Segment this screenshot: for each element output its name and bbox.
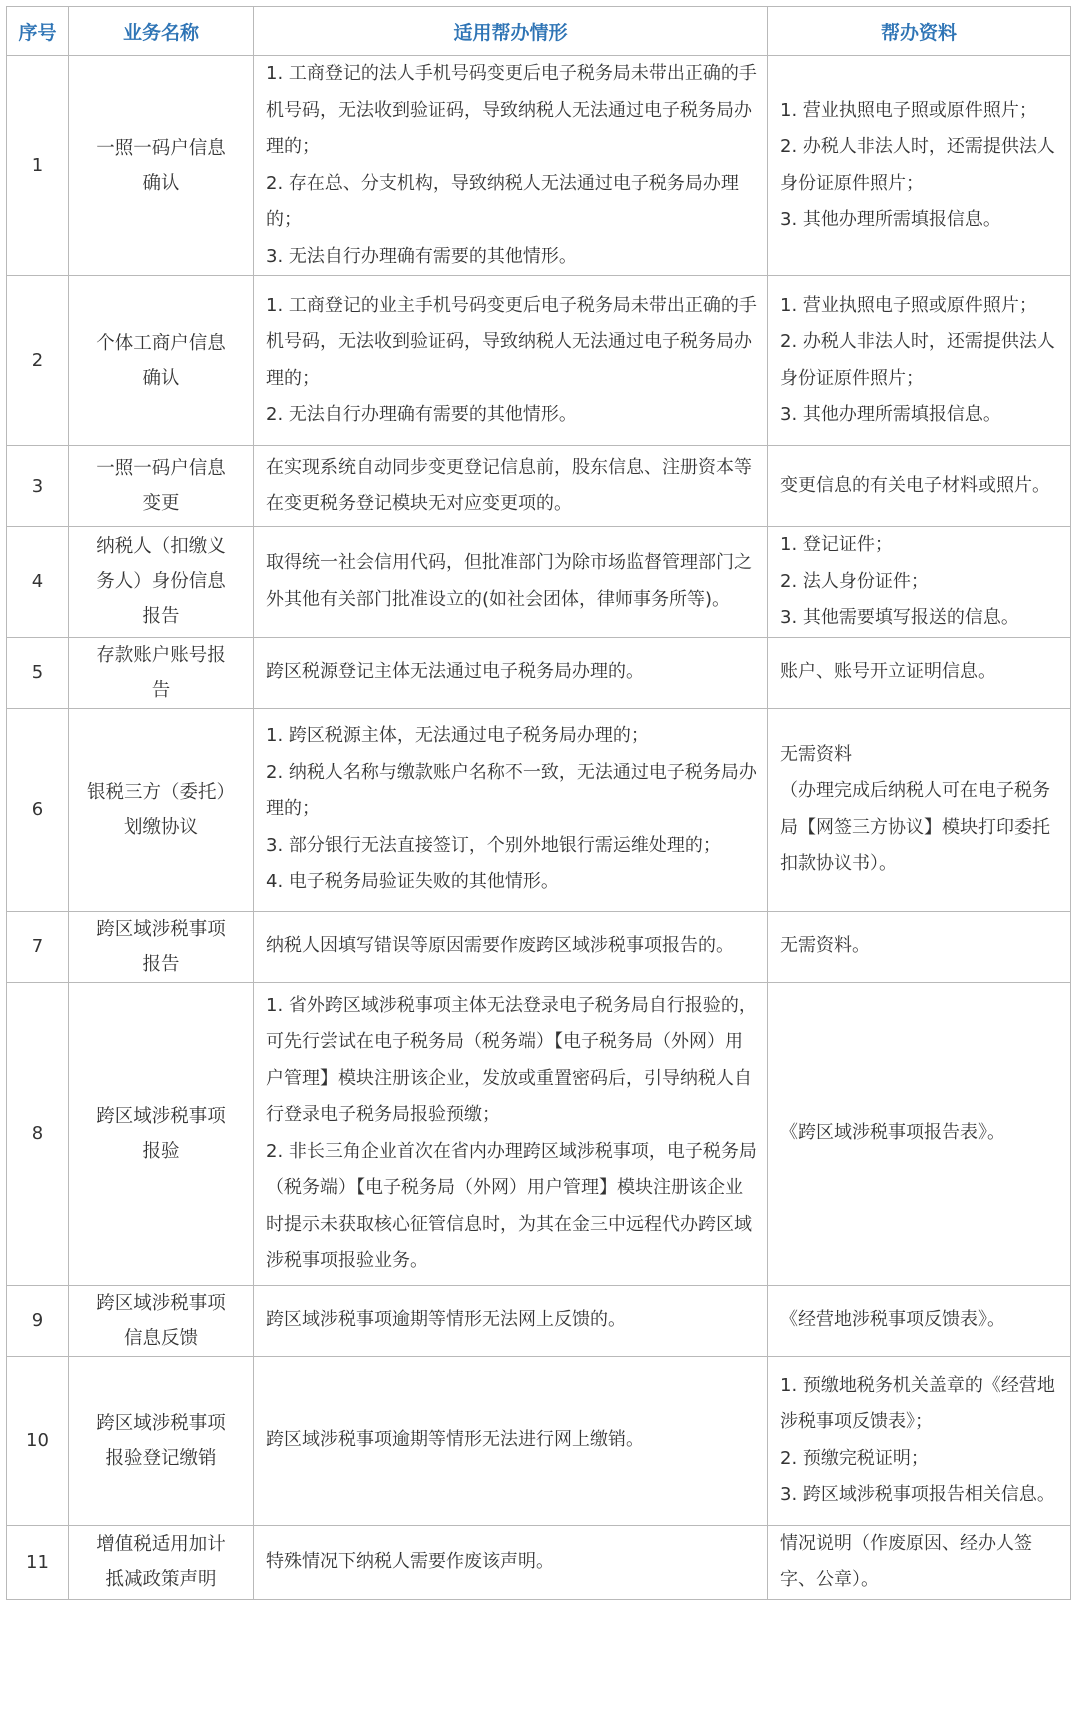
applicable-situation-text: 取得统一社会信用代码，但批准部门为除市场监督管理部门之外其他有关部门批准设立的(如社会团体，律师事务所等)。 [266, 552, 752, 610]
table-row [7, 911, 1071, 982]
service-name-text: 确认 [142, 172, 180, 194]
applicable-situation-text: 4. 电子税务局验证失败的其他情形。 [266, 871, 559, 893]
applicable-situation-text: 在实现系统自动同步变更登记信息前，股东信息、注册资本等在变更税务登记模块无对应变更项的。 [266, 456, 752, 514]
service-name-text: 告 [151, 679, 171, 701]
applicable-situation-text: 跨区域涉税事项逾期等情形无法进行网上缴销。 [266, 1429, 644, 1451]
header-no: 序号 [7, 7, 69, 56]
required-materials-cell [768, 982, 1071, 1285]
table-row [7, 276, 1071, 446]
table-row [7, 56, 1071, 276]
row-number: 4 [7, 527, 69, 638]
service-name-cell [69, 911, 254, 982]
row-number: 5 [7, 637, 69, 708]
applicable-situation-cell [254, 637, 768, 708]
required-materials-text: 无需资料。 [780, 935, 870, 957]
required-materials-text: 3. 其他办理所需填报信息。 [780, 404, 1001, 425]
required-materials-text: 3. 跨区域涉税事项报告相关信息。 [780, 1484, 1055, 1505]
table-row [7, 446, 1071, 527]
applicable-situation-text: 纳税人因填写错误等原因需要作废跨区域涉税事项报告的。 [266, 935, 734, 957]
service-name-cell [69, 708, 254, 911]
service-name-text: 信息反馈 [123, 1327, 198, 1349]
service-name-cell [69, 1525, 254, 1599]
required-materials-cell [768, 527, 1071, 638]
service-name-text: 报告 [142, 606, 180, 628]
service-name-cell [69, 56, 254, 276]
required-materials-text: 变更信息的有关电子材料或照片。 [780, 474, 1050, 496]
required-materials-text: 2. 办税人非法人时，还需提供法人身份证原件照片； [780, 136, 1055, 194]
required-materials-cell [768, 637, 1071, 708]
service-name-cell [69, 982, 254, 1285]
required-materials-text: 1. 预缴地税务机关盖章的《经营地涉税事项反馈表》； [780, 1374, 1055, 1432]
applicable-situation-text: 跨区税源登记主体无法通过电子税务局办理的。 [266, 661, 644, 683]
service-name-text: 银税三方（委托） [86, 781, 235, 803]
required-materials-text: 情况说明（作废原因、经办人签字、公章）。 [780, 1532, 1032, 1590]
applicable-situation-cell [254, 527, 768, 638]
applicable-situation-text: 1. 省外跨区域涉税事项主体无法登录电子税务局自行报验的，可先行尝试在电子税务局（税务端）【电子税务局（外网）用户管理】模块注册该企业，发放或重置密码后，引导纳税人自行登录电子税务局报验预缴； [266, 994, 757, 1125]
applicable-situation-cell [254, 708, 768, 911]
service-name-text: 一照一码户信息 [96, 137, 226, 159]
applicable-situation-cell [254, 982, 768, 1285]
required-materials-text: 账户、账号开立证明信息。 [780, 661, 996, 683]
service-name-cell [69, 637, 254, 708]
applicable-situation-text: 3. 部分银行无法直接签订，个别外地银行需运维处理的； [266, 834, 721, 856]
required-materials-text: 《经营地涉税事项反馈表》。 [780, 1309, 1005, 1331]
table-row [7, 1285, 1071, 1356]
applicable-situation-cell [254, 276, 768, 446]
table-row [7, 1356, 1071, 1525]
required-materials-cell [768, 56, 1071, 276]
service-name-text: 抵减政策声明 [105, 1569, 217, 1590]
row-number: 1 [7, 56, 69, 276]
service-name-text: 变更 [142, 493, 180, 514]
applicable-situation-cell [254, 56, 768, 276]
applicable-situation-cell [254, 446, 768, 527]
required-materials-cell [768, 1285, 1071, 1356]
required-materials-text: 2. 法人身份证件； [780, 570, 929, 592]
required-materials-text: 1. 登记证件； [780, 534, 893, 555]
required-materials-text: 3. 其他办理所需填报信息。 [780, 209, 1001, 230]
applicable-situation-text: 2. 非长三角企业首次在省内办理跨区域涉税事项，电子税务局（税务端）【电子税务局（外网）用户管理】模块注册该企业时提示未获取核心征管信息时，为其在金三中远程代办跨区域涉税事项报验业务。 [266, 1140, 757, 1271]
row-number: 7 [7, 911, 69, 982]
applicable-situation-text: 2. 存在总、分支机构，导致纳税人无法通过电子税务局办理的； [266, 172, 739, 230]
applicable-situation-cell [254, 1285, 768, 1356]
applicable-situation-text: 1. 跨区税源主体，无法通过电子税务局办理的； [266, 725, 649, 747]
service-name-cell [69, 1285, 254, 1356]
required-materials-cell [768, 1525, 1071, 1599]
service-name-cell [69, 527, 254, 638]
row-number: 2 [7, 276, 69, 446]
applicable-situation-cell [254, 1525, 768, 1599]
header-name: 业务名称 [69, 7, 254, 56]
required-materials-text: 2. 预缴完税证明； [780, 1447, 929, 1469]
required-materials-cell [768, 446, 1071, 527]
service-name-text: 确认 [142, 367, 180, 389]
table-row [7, 1525, 1071, 1599]
service-name-text: 报验 [142, 1140, 180, 1162]
header-situation: 适用帮办情形 [254, 7, 768, 56]
required-materials-text: 1. 营业执照电子照或原件照片； [780, 99, 1037, 121]
service-name-text: 存款账户账号报 [96, 644, 226, 666]
service-name-text: 一照一码户信息 [96, 458, 226, 479]
applicable-situation-text: 跨区域涉税事项逾期等情形无法网上反馈的。 [266, 1309, 626, 1331]
required-materials-cell [768, 1356, 1071, 1525]
applicable-situation-text: 1. 工商登记的业主手机号码变更后电子税务局未带出正确的手机号码，无法收到验证码，导致纳税人无法通过电子税务局办理的； [266, 294, 757, 389]
required-materials-text: 3. 其他需要填写报送的信息。 [780, 607, 1019, 628]
applicable-situation-text: 2. 纳税人名称与缴款账户名称不一致，无法通过电子税务局办理的； [266, 761, 757, 820]
row-number: 3 [7, 446, 69, 527]
table-row [7, 708, 1071, 911]
required-materials-text: 2. 办税人非法人时，还需提供法人身份证原件照片； [780, 331, 1055, 389]
required-materials-text: 《跨区域涉税事项报告表》。 [780, 1122, 1005, 1144]
required-materials-cell [768, 276, 1071, 446]
service-name-text: 跨区域涉税事项 [96, 1105, 226, 1127]
table-row [7, 527, 1071, 638]
required-materials-text: 无需资料 [780, 743, 852, 765]
applicable-situation-cell [254, 1356, 768, 1525]
row-number: 8 [7, 982, 69, 1285]
row-number: 6 [7, 708, 69, 911]
required-materials-text: 1. 营业执照电子照或原件照片； [780, 294, 1037, 316]
required-materials-cell [768, 911, 1071, 982]
table-header-row [7, 7, 1071, 56]
service-name-text: 跨区域涉税事项 [96, 1292, 226, 1314]
applicable-situation-text: 2. 无法自行办理确有需要的其他情形。 [266, 404, 577, 425]
service-name-cell [69, 446, 254, 527]
row-number: 9 [7, 1285, 69, 1356]
service-name-text: 报验登记缴销 [105, 1447, 217, 1469]
service-name-text: 报告 [142, 953, 180, 975]
service-name-text: 划缴协议 [123, 816, 198, 838]
service-name-text: 务人）身份信息 [96, 571, 226, 593]
table-body [7, 56, 1071, 1600]
row-number: 11 [7, 1525, 69, 1599]
applicable-situation-text: 1. 工商登记的法人手机号码变更后电子税务局未带出正确的手机号码，无法收到验证码，导致纳税人无法通过电子税务局办理的； [266, 63, 757, 157]
table-row [7, 637, 1071, 708]
row-number: 10 [7, 1356, 69, 1525]
service-name-text: 跨区域涉税事项 [96, 1412, 226, 1434]
service-name-text: 跨区域涉税事项 [96, 918, 226, 940]
applicable-situation-text: 3. 无法自行办理确有需要的其他情形。 [266, 245, 577, 267]
required-materials-cell [768, 708, 1071, 911]
service-name-text: 个体工商户信息 [96, 332, 226, 354]
header-materials: 帮办资料 [768, 7, 1071, 56]
table-row [7, 982, 1071, 1285]
required-materials-text: （办理完成后纳税人可在电子税务局【网签三方协议】模块打印委托扣款协议书）。 [780, 780, 1050, 874]
applicable-situation-cell [254, 911, 768, 982]
service-name-text: 纳税人（扣缴义 [96, 536, 226, 558]
applicable-situation-text: 特殊情况下纳税人需要作废该声明。 [266, 1550, 554, 1572]
service-name-cell [69, 1356, 254, 1525]
service-name-text: 增值税适用加计 [96, 1534, 226, 1555]
service-name-cell [69, 276, 254, 446]
service-table [6, 6, 1071, 1600]
